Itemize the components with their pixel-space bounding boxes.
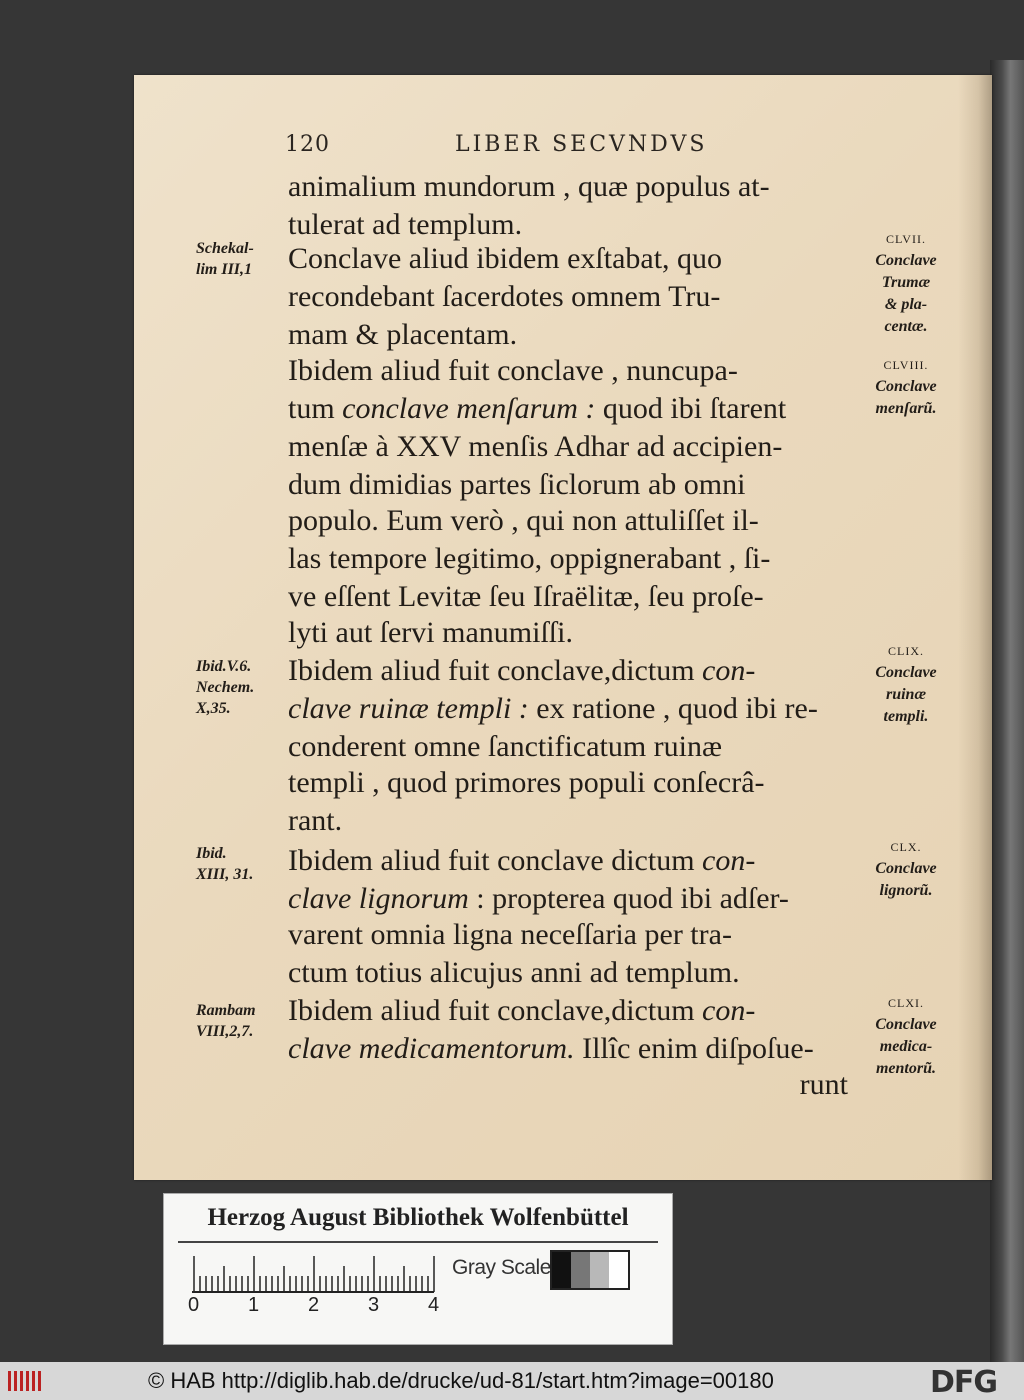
text-line: [288, 764, 848, 802]
italic-text: con-: [702, 654, 756, 687]
running-title: LIBER SECVNDVS: [455, 132, 708, 157]
text-run: animalium mundorum , quæ populus at-: [288, 170, 770, 203]
note-line: ruinæ: [885, 686, 927, 703]
italic-text: clave ruinæ templi :: [288, 692, 529, 725]
card-divider: [178, 1241, 658, 1243]
ruler-number: 2: [308, 1294, 320, 1316]
note-line: Nechem.: [196, 679, 255, 696]
right-margin-note: [856, 992, 956, 1080]
gray-swatch: [552, 1252, 571, 1288]
right-margin-note: [856, 640, 956, 728]
footer-bar: [0, 1362, 1024, 1400]
text-line: [288, 842, 848, 880]
italic-text: clave medicamentorum.: [288, 1032, 575, 1065]
text-run: Ibidem aliud fuit conclave dictum: [288, 844, 703, 877]
text-run: Ibidem aliud fuit conclave,dictum: [288, 654, 703, 687]
note-line: Ibid.V.6.: [196, 658, 252, 675]
note-line: Conclave: [875, 664, 937, 681]
note-line: lim III,1: [196, 261, 253, 278]
text-run: las tempore legitimo, oppignerabant , ſi-: [288, 542, 771, 575]
note-line: Conclave: [875, 860, 937, 877]
ruler-scale: [192, 1254, 442, 1294]
page-number: 120: [285, 132, 330, 157]
text-run: ve eſſent Levitæ ſeu Iſraëlitæ, ſeu proſe-: [288, 580, 764, 613]
text-line: [288, 466, 848, 504]
note-line: Conclave: [875, 378, 937, 395]
note-line: templi.: [883, 708, 929, 725]
note-line: Schekal-: [196, 240, 254, 257]
ruler-number: 3: [368, 1294, 380, 1316]
text-line: [288, 1066, 848, 1104]
ruler-number: 1: [248, 1294, 260, 1316]
copyright-url[interactable]: © HAB http://diglib.hab.de/drucke/ud-81/start.htm?image=00180: [148, 1368, 774, 1393]
note-line: XIII, 31.: [196, 866, 254, 883]
text-run: menſæ à XXV menſis Adhar ad accipien-: [288, 430, 783, 463]
text-run: runt: [799, 1068, 848, 1101]
left-margin-note: [196, 656, 296, 719]
text-line: [288, 428, 848, 466]
text-line: [288, 578, 848, 616]
text-run: Illîc enim diſpoſue-: [574, 1032, 814, 1065]
italic-text: clave lignorum: [288, 882, 469, 915]
text-run: varent omnia ligna neceſſaria per tra-: [288, 918, 732, 951]
text-line: [288, 540, 848, 578]
note-line: centæ.: [884, 318, 928, 335]
text-run: ex ratione , quod ibi re-: [528, 692, 818, 725]
gray-scale-label: Gray Scale: [452, 1256, 551, 1279]
text-line: [288, 1030, 848, 1068]
gray-swatch: [590, 1252, 609, 1288]
section-number: CLIX.: [888, 644, 924, 658]
note-line: Conclave: [875, 1016, 937, 1033]
text-line: [288, 954, 848, 992]
text-run: populo. Eum verò , qui non attuliſſet il-: [288, 504, 759, 537]
text-line: [288, 614, 848, 652]
text-run: templi , quod primores populi conſecrâ-: [288, 766, 765, 799]
text-run: rant.: [288, 804, 343, 837]
text-run: Conclave aliud ibidem exſtabat, quo: [288, 242, 723, 275]
text-line: [288, 316, 848, 354]
right-margin-note: [856, 354, 956, 420]
text-run: Ibidem aliud fuit conclave , nuncupa-: [288, 354, 738, 387]
ruler-number: 0: [188, 1294, 200, 1316]
text-run: lyti aut ſervi manumiſſi.: [288, 616, 573, 649]
text-line: [288, 992, 848, 1030]
hab-logo-icon: [6, 1368, 46, 1394]
text-line: [288, 802, 848, 840]
text-run: tum: [288, 392, 343, 425]
right-margin-note: [856, 836, 956, 902]
note-line: mentorũ.: [875, 1060, 936, 1077]
text-line: [288, 278, 848, 316]
note-line: Ibid.: [196, 845, 227, 862]
library-color-card: [163, 1193, 673, 1345]
italic-text: conclave menſarum :: [342, 392, 596, 425]
left-margin-note: [196, 238, 296, 280]
note-line: lignorũ.: [879, 882, 933, 899]
text-run: mam & placentam.: [288, 318, 518, 351]
library-name: Herzog August Bibliothek Wolfenbüttel: [207, 1204, 629, 1231]
gray-swatch: [609, 1252, 628, 1288]
note-line: X,35.: [196, 700, 231, 717]
text-run: Ibidem aliud fuit conclave,dictum: [288, 994, 703, 1027]
note-line: Rambam: [196, 1002, 256, 1019]
left-margin-note: [196, 843, 296, 885]
italic-text: con-: [702, 994, 756, 1027]
italic-text: con-: [702, 844, 756, 877]
section-number: CLVIII.: [883, 358, 929, 372]
book-edge-strip: [990, 60, 1024, 1362]
text-line: [288, 502, 848, 540]
note-line: & pla-: [884, 296, 928, 313]
page-gutter-shadow: [958, 75, 992, 1180]
text-line: [288, 690, 848, 728]
text-line: [288, 390, 848, 428]
ruler-number: 4: [428, 1294, 440, 1316]
text-line: [288, 206, 848, 244]
text-run: recondebant ſacerdotes omnem Tru-: [288, 280, 721, 313]
section-number: CLXI.: [888, 996, 924, 1010]
note-line: Trumæ: [881, 274, 931, 291]
section-number: CLX.: [890, 840, 922, 854]
gray-swatch: [571, 1252, 590, 1288]
text-run: ctum totius alicujus anni ad templum.: [288, 956, 740, 989]
note-line: medica-: [879, 1038, 933, 1055]
right-margin-note: [856, 228, 956, 338]
text-line: [288, 916, 848, 954]
text-line: [288, 168, 848, 206]
text-run: : propterea quod ibi adſer-: [468, 882, 789, 915]
text-line: [288, 652, 848, 690]
text-line: [288, 728, 848, 766]
running-head: [285, 132, 885, 166]
dfg-logo: DFG: [930, 1365, 998, 1400]
note-line: VIII,2,7.: [196, 1023, 254, 1040]
section-number: CLVII.: [886, 232, 926, 246]
text-run: conderent omne ſanctificatum ruinæ: [288, 730, 723, 763]
text-line: [288, 352, 848, 390]
note-line: menſarũ.: [875, 400, 937, 417]
text-line: [288, 880, 848, 918]
text-run: dum dimidias partes ſiclorum ab omni: [288, 468, 746, 501]
note-line: Conclave: [875, 252, 937, 269]
text-line: [288, 240, 848, 278]
text-run: tulerat ad templum.: [288, 208, 523, 241]
text-run: quod ibi ſtarent: [595, 392, 787, 425]
left-margin-note: [196, 1000, 296, 1042]
gray-scale-swatches: [550, 1250, 630, 1290]
